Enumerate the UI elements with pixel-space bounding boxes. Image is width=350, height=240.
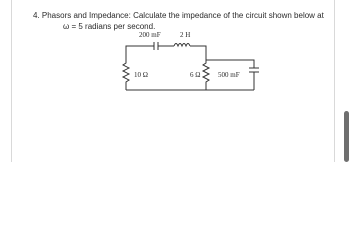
inductor-label: 2 H: [180, 31, 191, 39]
wire-top-right: [190, 46, 206, 60]
question-text-line-1: 4. Phasors and Impedance: Calculate the impedance of the circuit shown below at: [33, 11, 324, 20]
resistor-left-label: 10 Ω: [134, 71, 148, 79]
wire-top-left: [126, 46, 149, 56]
scrollbar-thumb[interactable]: [344, 111, 349, 162]
wire-to-right-capacitor: [206, 60, 254, 68]
question-text-line-2: ω = 5 radians per second.: [63, 22, 156, 31]
inductor-coil: [174, 44, 190, 47]
capacitor-right-label: 500 mF: [218, 71, 240, 79]
resistor-middle-label: 6 Ω: [190, 71, 201, 79]
resistor-middle: [203, 60, 209, 90]
resistor-left: [123, 56, 129, 90]
capacitor-series-label: 200 mF: [139, 31, 161, 39]
